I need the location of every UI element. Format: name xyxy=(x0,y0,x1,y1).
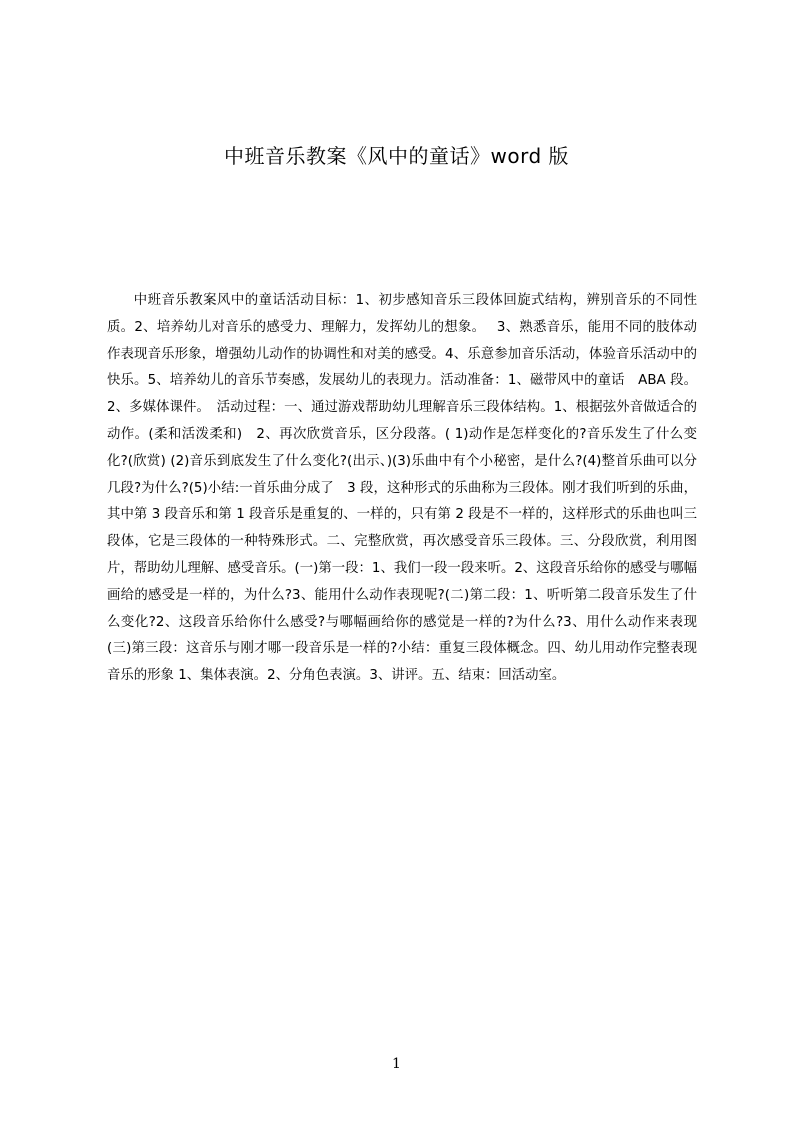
document-body-paragraph: 中班音乐教案风中的童话活动目标：1、初步感知音乐三段体回旋式结构，辨别音乐的不同性质。2、培养幼儿对音乐的感受力、理解力，发挥幼儿的想象。 3、熟悉音乐，能用不同的肢体动作表现音乐形象，增强幼儿动作的协调性和对美的感受。4、乐意参加音乐活动，体验音乐活动中的快乐。5、培养幼儿的音乐节奏感，发展幼儿的表现力。活动准备：1、磁带风中的童话 ABA 段。2、多媒体课件。 活动过程：一、通过游戏帮助幼儿理解音乐三段体结构。1、根据弦外音做适合的动作。(柔和活泼柔和) 2、再次欣赏音乐，区分段落。( 1)动作是怎样变化的?音乐发生了什么变化?(欣赏) (2)音乐到底发生了什么变化?(出示、)(3)乐曲中有个小秘密，是什么?(4)整首乐曲可以分几段?为什么?(5)小结:一首乐曲分成了 3 段，这种形式的乐曲称为三段体。刚才我们听到的乐曲，其中第 3 段音乐和第 1 段音乐是重复的、一样的，只有第 2 段是不一样的，这样形式的乐曲也叫三段体，它是三段体的一种特殊形式。二、完整欣赏，再次感受音乐三段体。三、分段欣赏，利用图片，帮助幼儿理解、感受音乐。(一)第一段：1、我们一段一段来听。2、这段音乐给你的感受与哪幅画给的感受是一样的，为什么?3、能用什么动作表现呢?(二)第二段：1、听听第二段音乐发生了什么变化?2、这段音乐给你什么感受?与哪幅画给你的感觉是一样的?为什么?3、用什么动作来表现(三)第三段：这音乐与刚才哪一段音乐是一样的?小结：重复三段体概念。四、幼儿用动作完整表现音乐的形象 1、集体表演。2、分角色表演。3、讲评。五、结束：回活动室。 xyxy=(107,293,697,684)
page-number: 1 xyxy=(392,1056,401,1072)
document-title: 中班音乐教案《风中的童话》word 版 xyxy=(223,144,570,168)
